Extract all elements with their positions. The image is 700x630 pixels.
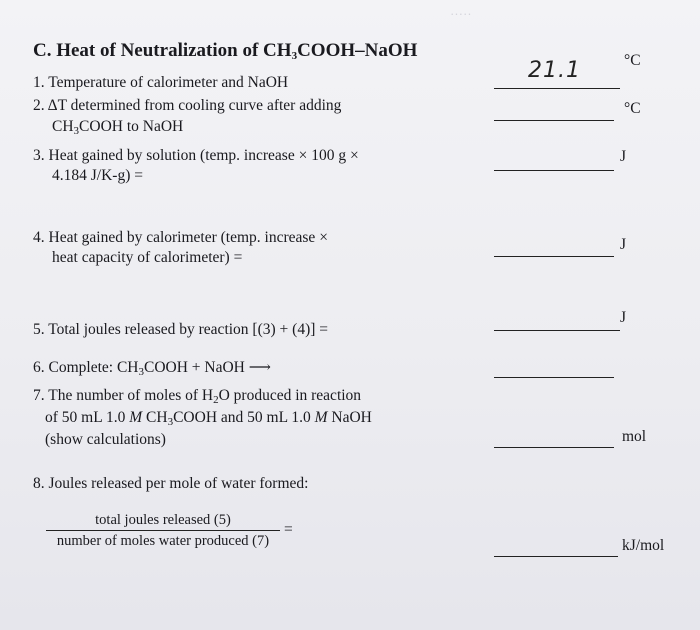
title-subscript: 3 bbox=[291, 50, 298, 62]
item-5-label: 5. Total joules released by reaction [(3) + (4)] = bbox=[33, 321, 329, 338]
item-4-answer-line[interactable] bbox=[494, 256, 614, 257]
item-1-label: 1. Temperature of calorimeter and NaOH bbox=[33, 74, 289, 91]
item-2-answer-line[interactable] bbox=[494, 120, 614, 121]
item-1-unit: °C bbox=[624, 52, 641, 69]
item-4-label-line2: heat capacity of calorimeter) = bbox=[52, 249, 243, 266]
bleed-through-text: ····· bbox=[450, 6, 472, 21]
title-text-suffix: COOH–NaOH bbox=[297, 40, 418, 61]
item-8-answer-line[interactable] bbox=[494, 556, 618, 557]
item-7-unit: mol bbox=[622, 428, 647, 445]
item-7-label-line2: of 50 mL 1.0 M $CH_3COOH$ and 50 mL 1.0 M NaOH bbox=[45, 409, 372, 428]
item-3-answer-line[interactable] bbox=[494, 170, 614, 171]
item-1-answer-line[interactable] bbox=[494, 88, 620, 89]
item-2-label-line1: 2. ΔT determined from cooling curve after adding bbox=[33, 97, 342, 114]
item-7-answer-line[interactable] bbox=[494, 447, 614, 448]
item-5-answer-line[interactable] bbox=[494, 330, 620, 331]
item-2-label-line2: $CH_3COOH$ to NaOH bbox=[52, 118, 184, 137]
item-3-label-line2: 4.184 J/K-g) = bbox=[52, 167, 143, 184]
item-3-label-line1: 3. Heat gained by solution (temp. increase × 100 g × bbox=[33, 147, 359, 164]
item-8-equals: = bbox=[284, 521, 293, 538]
item-8-fraction-numerator: total joules released (5) bbox=[95, 512, 231, 528]
item-1-handwritten-answer: 21.1 bbox=[528, 58, 581, 83]
section-title bbox=[33, 40, 417, 62]
item-7-label-line1: 7. The number of moles of $H_2O$ produced in reaction bbox=[33, 387, 362, 406]
item-7-label-line3: (show calculations) bbox=[45, 431, 166, 448]
item-8-fraction-bar bbox=[46, 530, 280, 531]
item-6-answer-line[interactable] bbox=[494, 377, 614, 378]
item-6-label: 6. Complete: $CH_3COOH$ + NaOH ⟶ bbox=[33, 359, 271, 378]
item-5-unit: J bbox=[620, 309, 627, 326]
item-3-unit: J bbox=[620, 148, 627, 165]
item-4-unit: J bbox=[620, 236, 627, 253]
item-8-label: 8. Joules released per mole of water formed: bbox=[33, 475, 309, 492]
item-4-label-line1: 4. Heat gained by calorimeter (temp. increase × bbox=[33, 229, 328, 246]
item-8-unit: kJ/mol bbox=[622, 537, 665, 554]
title-text: C. Heat of Neutralization of CH bbox=[33, 40, 292, 61]
item-2-unit: °C bbox=[624, 100, 641, 117]
item-8-fraction-denominator: number of moles water produced (7) bbox=[56, 533, 270, 549]
